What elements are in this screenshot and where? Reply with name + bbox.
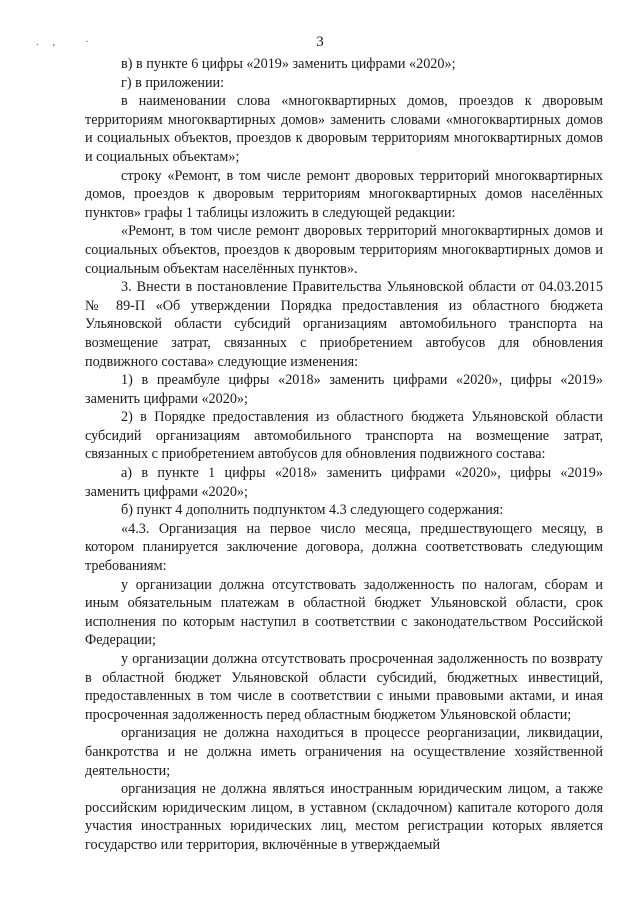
page-number: 3 bbox=[316, 34, 324, 50]
paragraph: б) пункт 4 дополнить подпунктом 4.3 следующего содержания: bbox=[121, 502, 504, 519]
paragraph: у организации должна отсутствовать просроченная задолженность по возврату в областной бюджет Ульяновской области субсидий, бюджетных инвестиций, предоставленных в том числе в соответствии с иными правовыми актами, и иная просроченная задолженность перед областным бюджетом Ульяновской области; bbox=[85, 651, 603, 723]
paragraph: г) в приложении: bbox=[121, 74, 225, 91]
paragraph: организация не должна являться иностранным юридическим лицом, а также российским юридическим лицом, в уставном (складочном) капитале которого доля участия иностранных юридических лиц, местом регистрации которых является государство или территория, включённые в утверждаемый bbox=[85, 781, 603, 853]
paragraph: «4.3. Организация на первое число месяца, предшествующего месяцу, в котором планируется заключение договора, должна соответствовать следующим требованиям: bbox=[85, 520, 603, 575]
paragraph: 1) в преамбуле цифры «2018» заменить цифрами «2020», цифры «2019» заменить цифрами «2020»; bbox=[85, 372, 603, 407]
paragraph: «Ремонт, в том числе ремонт дворовых территорий многоквартирных домов и социальных объектов, проездов к дворовым территориям многоквартирных домов и социальным объектам населённых пунктов». bbox=[85, 223, 603, 277]
document-body bbox=[85, 55, 603, 855]
paragraph: 2) в Порядке предоставления из областного бюджета Ульяновской области субсидий организациям автомобильного транспорта на возмещение затрат, связанных с приобретением автобусов для обновления подвижного состава: bbox=[85, 409, 603, 463]
paragraph: в наименовании слова «многоквартирных домов, проездов к дворовым территориям многоквартирных домов» заменить словами «многоквартирных домов и социальных объектов, проездов к дворовым территориям многоквартирных домов и социальных объектам»; bbox=[85, 93, 603, 165]
paragraph: а) в пункте 1 цифры «2018» заменить цифрами «2020», цифры «2019» заменить цифрами «2020»; bbox=[85, 465, 603, 500]
scan-marks: ., · bbox=[36, 37, 103, 48]
paragraph: организация не должна находиться в процессе реорганизации, ликвидации, банкротства и не должна иметь ограничения на осуществление хозяйственной деятельности; bbox=[85, 725, 603, 779]
paragraph: строку «Ремонт, в том числе ремонт дворовых территорий многоквартирных домов, проездов к дворовым территориям многоквартирных домов населённых пунктов» графы 1 таблицы изложить в следующей редакции: bbox=[85, 167, 603, 221]
paragraph: 3. Внести в постановление Правительства Ульяновской области от 04.03.2015 № 89-П «Об утверждении Порядка предоставления из областного бюджета Ульяновской области субсидий организациям автомобильного транспорта на возмещение затрат, связанных с приобретением автобусов для обновления подвижного состава» следующие изменения: bbox=[85, 279, 603, 370]
paragraph: у организации должна отсутствовать задолженность по налогам, сборам и иным обязательным платежам в областной бюджет Ульяновской области, срок исполнения по которым наступил в соответствии с законодательством Российской Федерации; bbox=[85, 576, 603, 649]
paragraph: в) в пункте 6 цифры «2019» заменить цифрами «2020»; bbox=[121, 56, 456, 72]
